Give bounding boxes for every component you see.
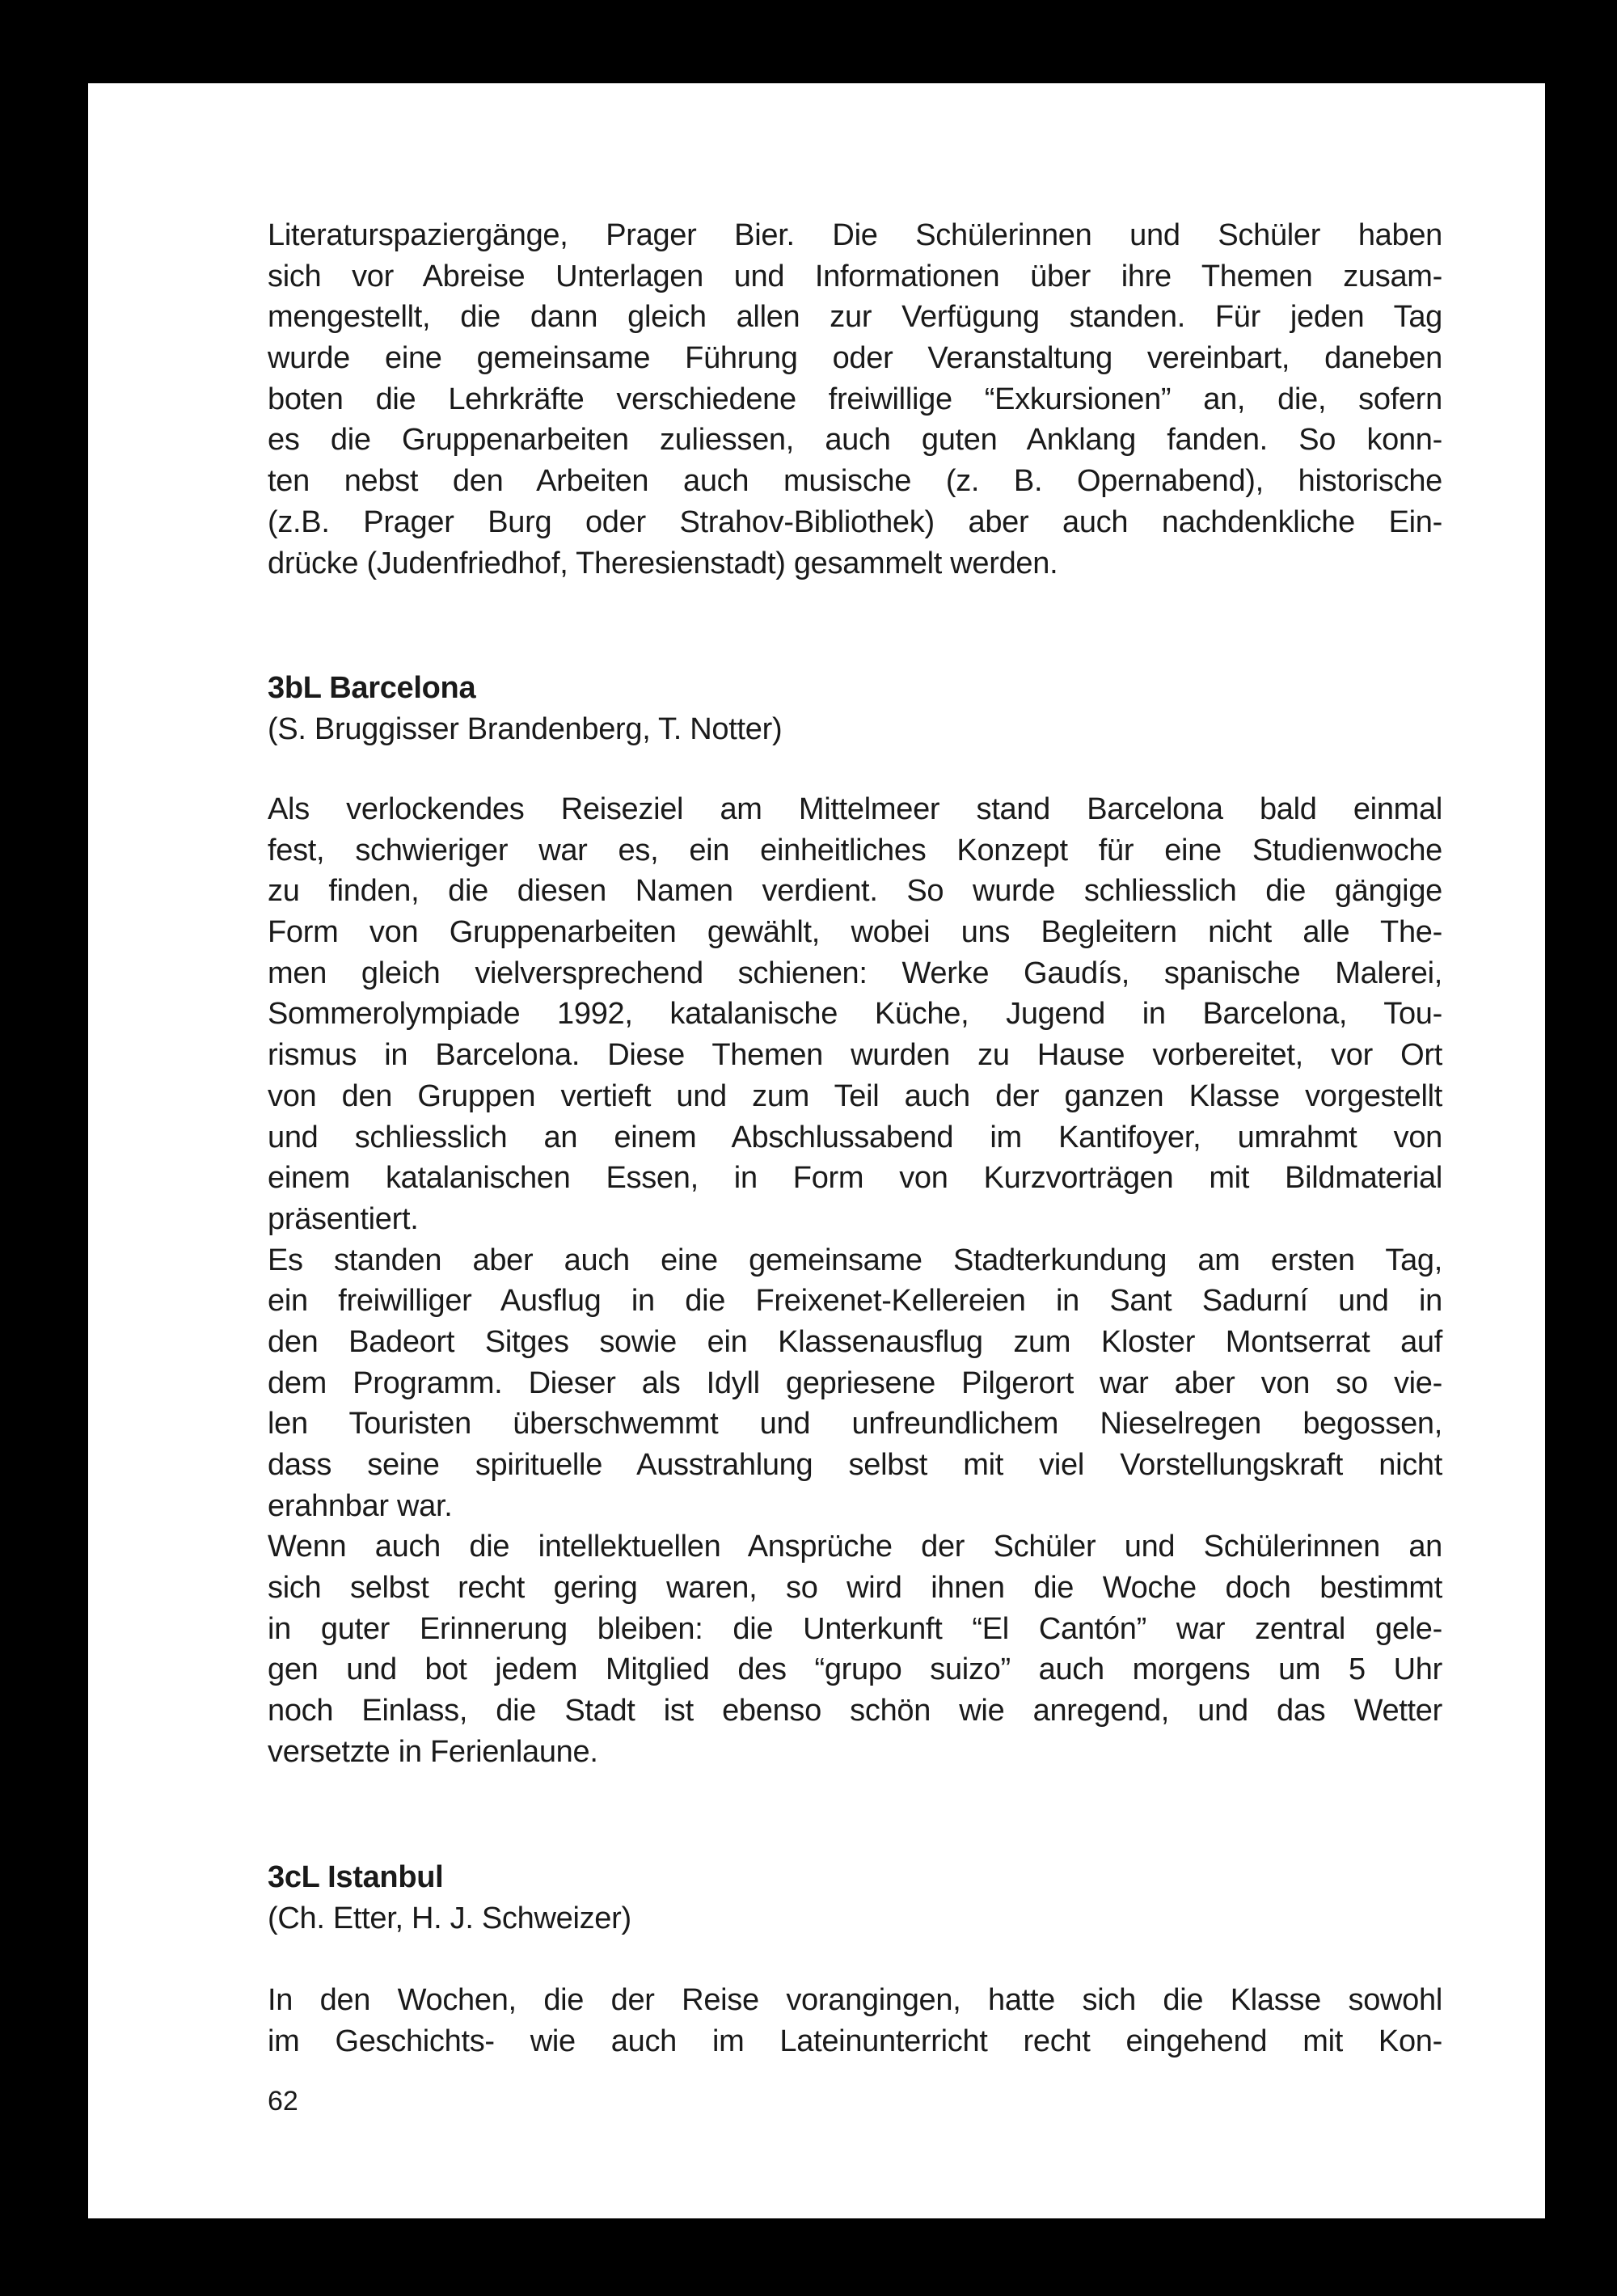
text-line: ten nebst den Arbeiten auch musische (z. B. Opernabend), historische (268, 464, 1442, 499)
section-barcelona (268, 668, 1442, 749)
intro-paragraph (268, 215, 1442, 584)
text-line: im Geschichts- wie auch im Lateinunterricht recht eingehend mit Kon- (268, 2024, 1442, 2058)
text-line: boten die Lehrkräfte verschiedene freiwillige “Exkursionen” an, die, sofern (268, 382, 1442, 416)
text-line: mengestellt, die dann gleich allen zur Verfügung standen. Für jeden Tag (268, 300, 1442, 335)
text-line: len Touristen überschwemmt und unfreundlichem Nieselregen begossen, (268, 1407, 1442, 1441)
text-line: wurde eine gemeinsame Führung oder Veranstaltung vereinbart, daneben (268, 341, 1442, 376)
text-line: Form von Gruppenarbeiten gewählt, wobei uns Begleitern nicht alle The- (268, 915, 1442, 950)
text-line: einem katalanischen Essen, in Form von Kurzvorträgen mit Bildmaterial (268, 1161, 1442, 1196)
text-line: gen und bot jedem Mitglied des “grupo suizo” auch morgens um 5 Uhr (268, 1652, 1442, 1687)
text-line: (z.B. Prager Burg oder Strahov-Bibliothek) aber auch nachdenkliche Ein- (268, 504, 1442, 539)
text-line: ein freiwilliger Ausflug in die Freixenet-Kellereien in Sant Sadurní und in (268, 1284, 1442, 1319)
text-line: von den Gruppen vertieft und zum Teil auch der ganzen Klasse vorgestellt (268, 1078, 1442, 1113)
text-line: Wenn auch die intellektuellen Ansprüche der Schüler und Schülerinnen an (268, 1530, 1442, 1564)
text-line: dass seine spirituelle Ausstrahlung selbst mit viel Vorstellungskraft nicht (268, 1448, 1442, 1482)
barcelona-paragraph (268, 789, 1442, 1773)
section-heading: 3cL Istanbul (268, 1860, 444, 1894)
text-line: den Badeort Sitges sowie ein Klassenausflug zum Kloster Montserrat auf (268, 1324, 1442, 1359)
text-line: men gleich vielversprechend schienen: Werke Gaudís, spanische Malerei, (268, 956, 1442, 990)
text-line: zu finden, die diesen Namen verdient. So wurde schliesslich die gängige (268, 874, 1442, 909)
text-line: Sommerolympiade 1992, katalanische Küche, Jugend in Barcelona, Tou- (268, 997, 1442, 1032)
section-authors: (Ch. Etter, H. J. Schweizer) (268, 1901, 631, 1935)
istanbul-paragraph (268, 1980, 1442, 2062)
text-line: versetzte in Ferienlaune. (268, 1734, 598, 1769)
text-line: In den Wochen, die der Reise vorangingen, hatte sich die Klasse sowohl (268, 1983, 1442, 2017)
text-line: Literaturspaziergänge, Prager Bier. Die Schülerinnen und Schüler haben (268, 218, 1442, 252)
text-line: drücke (Judenfriedhof, Theresienstadt) gesammelt werden. (268, 546, 1058, 580)
text-line: erahnbar war. (268, 1488, 453, 1523)
text-line: sich vor Abreise Unterlagen und Informationen über ihre Themen zusam- (268, 259, 1442, 293)
text-line: fest, schwieriger war es, ein einheitliches Konzept für eine Studienwoche (268, 833, 1442, 867)
text-line: sich selbst recht gering waren, so wird ihnen die Woche doch bestimmt (268, 1571, 1442, 1606)
section-heading: 3bL Barcelona (268, 671, 476, 705)
text-line: dem Programm. Dieser als Idyll gepriesene Pilgerort war aber von so vie- (268, 1365, 1442, 1400)
text-line: rismus in Barcelona. Diese Themen wurden zu Hause vorbereitet, vor Ort (268, 1038, 1442, 1073)
text-line: und schliesslich an einem Abschlussabend im Kantifoyer, umrahmt von (268, 1120, 1442, 1154)
text-line: Es standen aber auch eine gemeinsame Stadterkundung am ersten Tag, (268, 1243, 1442, 1277)
text-line: in guter Erinnerung bleiben: die Unterkunft “El Cantón” war zentral gele- (268, 1611, 1442, 1646)
section-istanbul (268, 1857, 1442, 1939)
text-line: präsentiert. (268, 1201, 419, 1236)
section-authors: (S. Bruggisser Brandenberg, T. Notter) (268, 711, 783, 746)
text-line: Als verlockendes Reiseziel am Mittelmeer stand Barcelona bald einmal (268, 792, 1442, 826)
text-line: es die Gruppenarbeiten zuliessen, auch guten Anklang fanden. So konn- (268, 423, 1442, 458)
page-number: 62 (268, 2086, 298, 2117)
text-line: noch Einlass, die Stadt ist ebenso schön wie anregend, und das Wetter (268, 1694, 1442, 1728)
